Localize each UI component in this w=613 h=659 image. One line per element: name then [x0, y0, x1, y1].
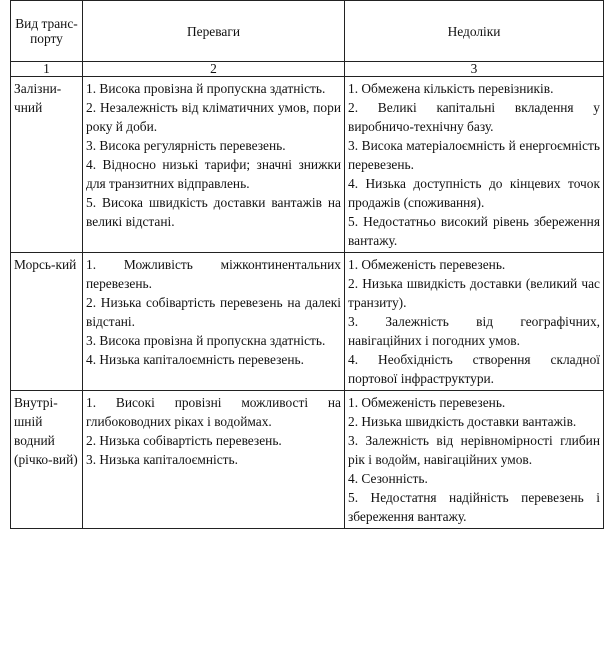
list-item: 3. Висока провізна й пропускна здатність.: [86, 333, 326, 348]
list-item: 4. Сезонність.: [348, 471, 428, 486]
list-item: 5. Недостатньо високий рівень збереження вантажу.: [348, 214, 600, 248]
column-number: 3: [345, 62, 604, 77]
list-item: 5. Висока швидкість доставки вантажів на великі відстані.: [86, 195, 341, 229]
transport-comparison-table: [10, 0, 604, 529]
list-item: 2. Великі капітальні вкладення у виробничо-технічну базу.: [348, 100, 600, 134]
list-item: 1. Обмеженість перевезень.: [348, 395, 506, 410]
list-item: 1. Обмежена кількість перевізників.: [348, 81, 554, 96]
list-item: 1. Обмеженість перевезень.: [348, 257, 506, 272]
header-advantages: Переваги: [83, 1, 345, 62]
list-item: 2. Незалежність від кліматичних умов, пори року й доби.: [86, 100, 341, 134]
list-item: 3. Висока матеріалоємність й енергоємність перевезень.: [348, 138, 600, 172]
list-item: 3. Висока регулярність перевезень.: [86, 138, 286, 153]
document-page: [10, 0, 603, 529]
advantages-cell: [83, 253, 345, 391]
list-item: 2. Низька швидкість доставки (великий час транзиту).: [348, 276, 600, 310]
table-row: [11, 253, 604, 391]
list-item: 1. Можливість міжконтинентальних перевезень.: [86, 257, 341, 291]
list-item: 5. Недостатня надійність перевезень і збереження вантажу.: [348, 490, 600, 524]
header-disadvantages: Недоліки: [345, 1, 604, 62]
list-item: 1. Висока провізна й пропускна здатність.: [86, 81, 326, 96]
transport-type-cell: Залізни-чний: [11, 77, 83, 253]
disadvantages-cell: [345, 391, 604, 529]
list-item: 4. Відносно низькі тарифи; значні знижки для транзитних відправлень.: [86, 157, 341, 191]
list-item: 2. Низька собівартість перевезень на далекі відстані.: [86, 295, 341, 329]
list-item: 4. Низька капіталоємність перевезень.: [86, 352, 304, 367]
disadvantages-cell: [345, 253, 604, 391]
advantages-cell: [83, 391, 345, 529]
transport-type-cell: Внутрі-шній водний (річко-вий): [11, 391, 83, 529]
transport-type-cell: Морсь-кий: [11, 253, 83, 391]
header-row: [11, 1, 604, 62]
list-item: 1. Високі провізні можливості на глибоководних ріках і водоймах.: [86, 395, 341, 429]
list-item: 3. Залежність від географічних, навігаційних і погодних умов.: [348, 314, 600, 348]
list-item: 3. Низька капіталоємність.: [86, 452, 238, 467]
column-number: 2: [83, 62, 345, 77]
list-item: 3. Залежність від нерівномірності глибин рік і водойм, навігаційних умов.: [348, 433, 600, 467]
column-number-row: [11, 62, 604, 77]
list-item: 2. Низька собівартість перевезень.: [86, 433, 282, 448]
advantages-cell: [83, 77, 345, 253]
disadvantages-cell: [345, 77, 604, 253]
list-item: 4. Необхідність створення складної портової інфраструктури.: [348, 352, 600, 386]
table-row: [11, 391, 604, 529]
list-item: 2. Низька швидкість доставки вантажів.: [348, 414, 577, 429]
column-number: 1: [11, 62, 83, 77]
header-transport-type: Вид транс-порту: [11, 1, 83, 62]
list-item: 4. Низька доступність до кінцевих точок продажів (споживання).: [348, 176, 600, 210]
table-row: [11, 77, 604, 253]
